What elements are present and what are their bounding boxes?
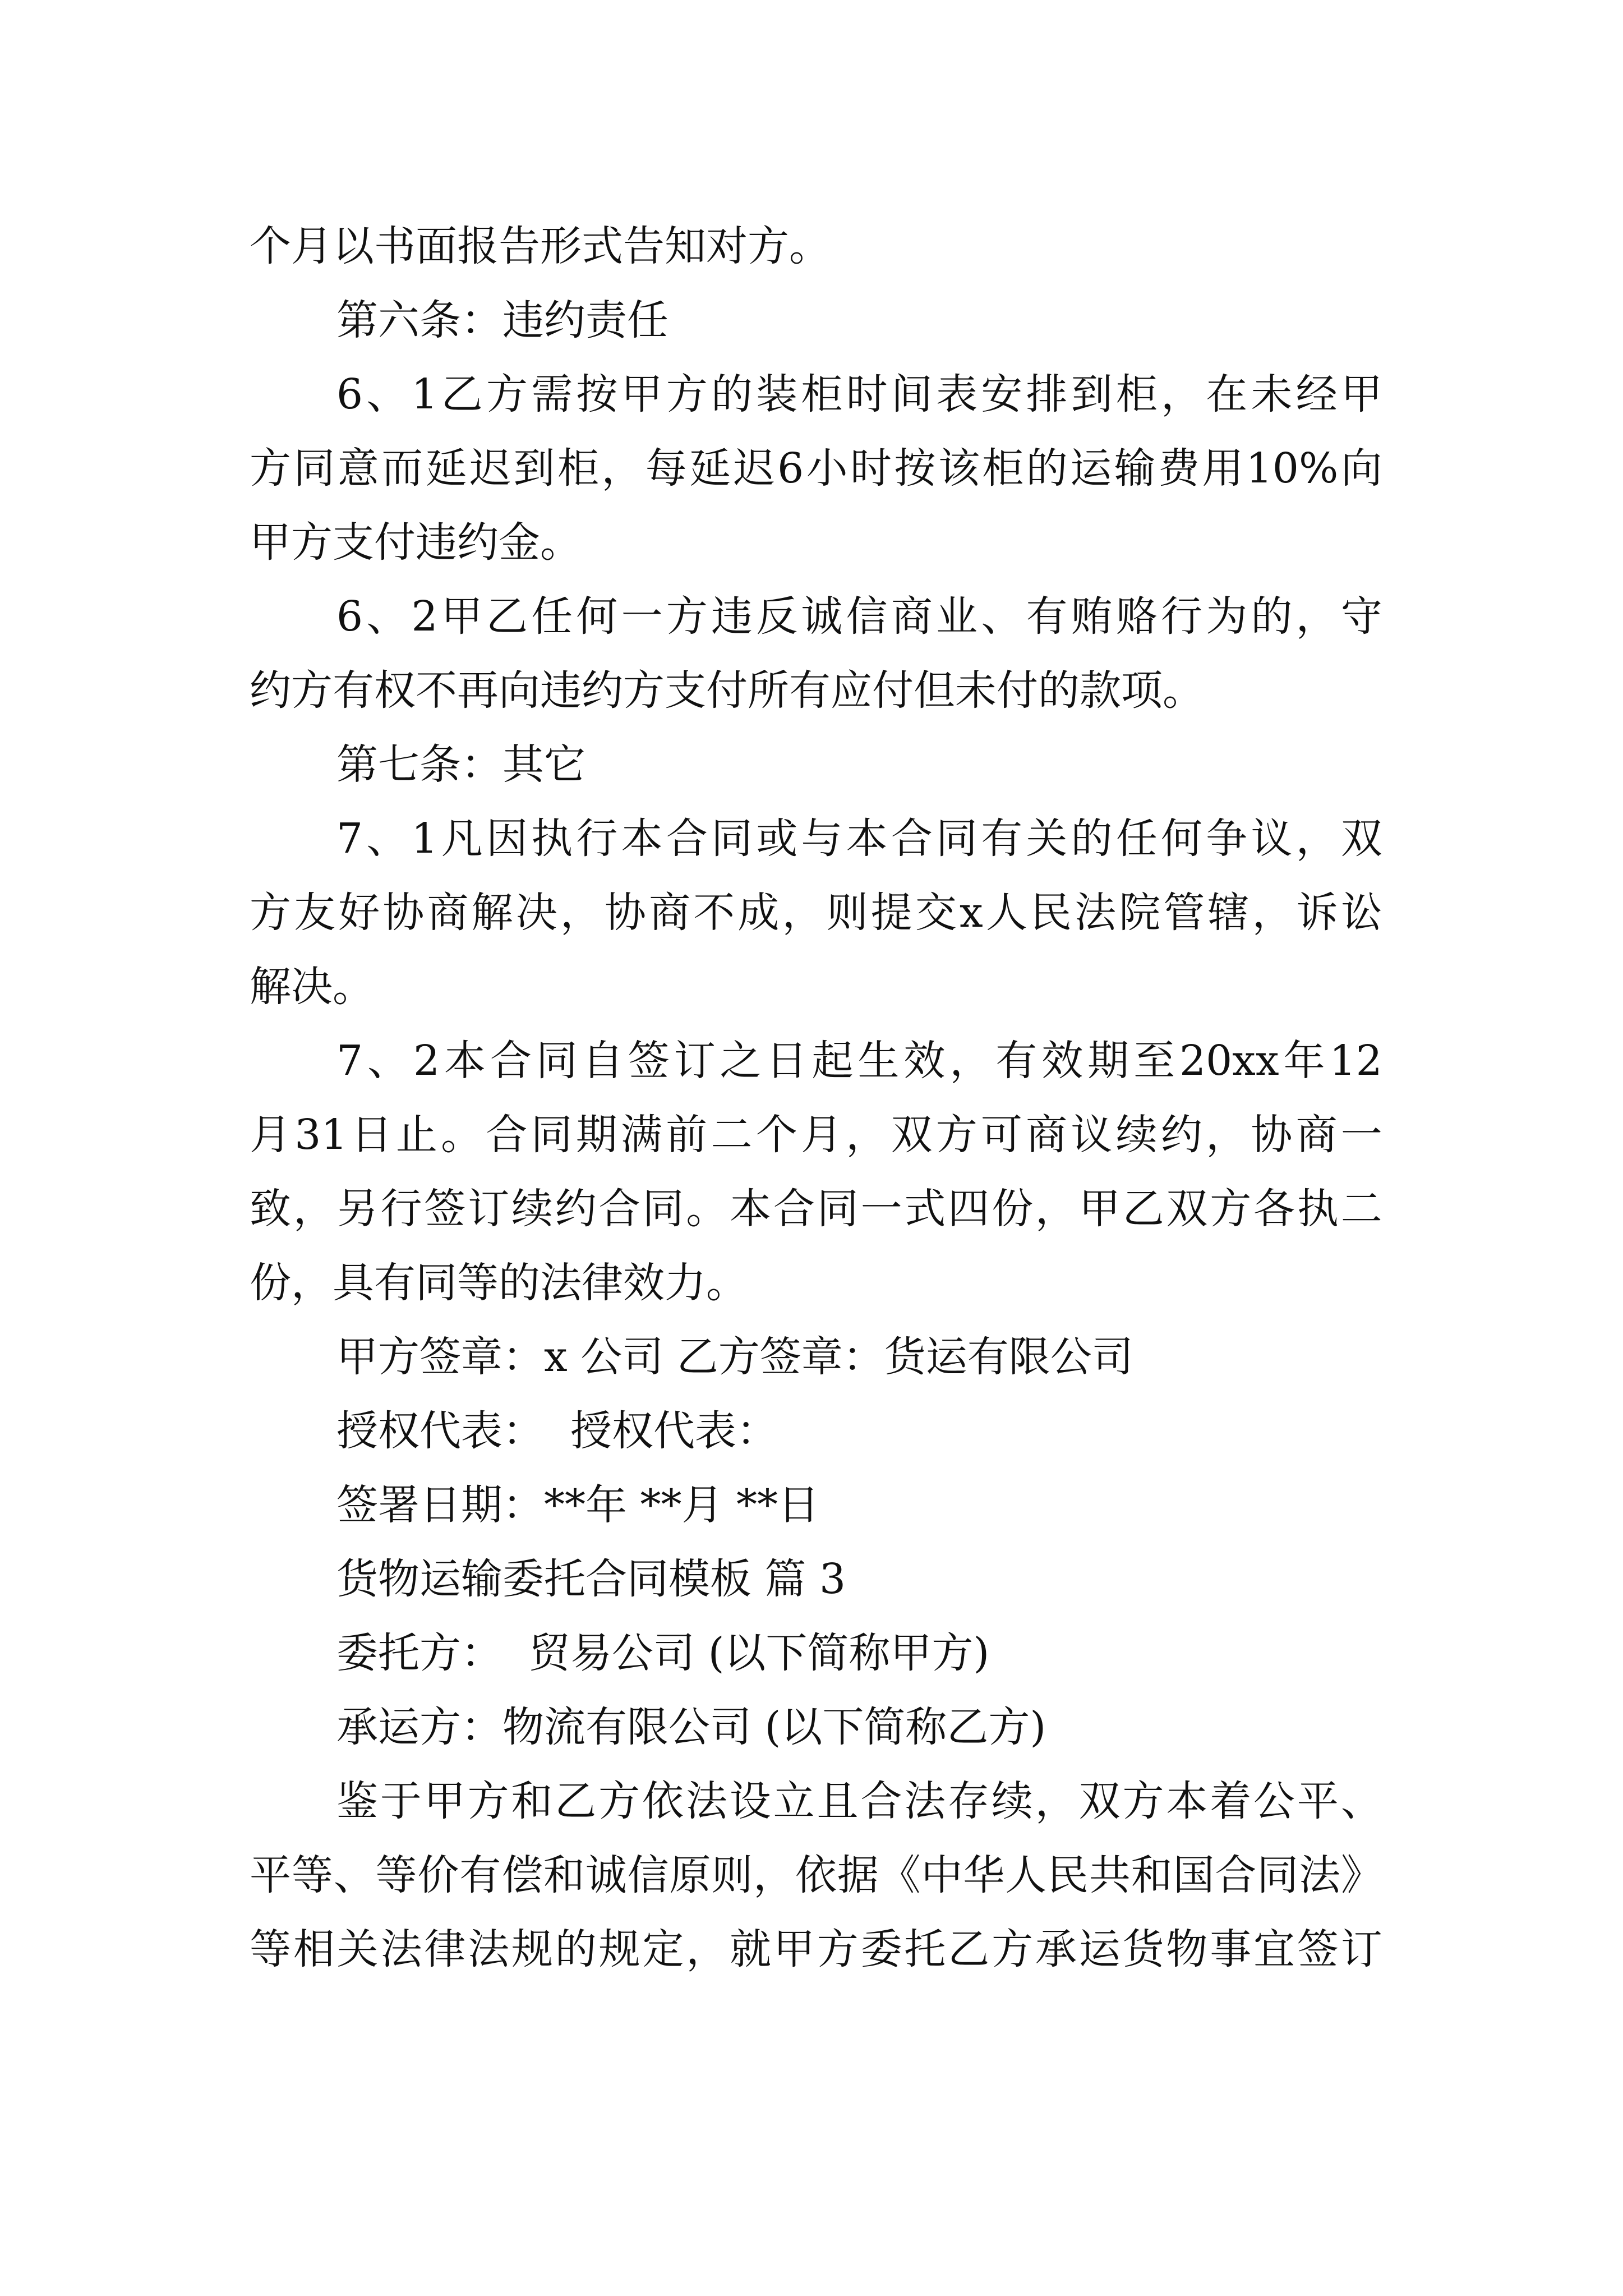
text-line-13: 月 31 日 止 。 合 同 期 满 前 二 个 月 ， 双 方 可 商 议 续 约 ， 协 商 一 (250, 1111, 1382, 1159)
representative-line: 授权代表： 授权代表： (336, 1407, 778, 1455)
text-line-23: 平 等 、 等 价 有 偿 和 诚 信 原 则 ， 依 据 《 中 华 人 民 共 和 国 合 同 法 》 (250, 1851, 1382, 1899)
text-line-15: 份，具有同等的法律效力。 (250, 1259, 748, 1307)
text-line-4: 方 同 意 而 延 迟 到 柜 ， 每 延 迟 6 小 时 按 该 柜 的 运 输 费 用 10% 向 (250, 444, 1382, 493)
text-line-5: 甲方支付违约金。 (250, 518, 582, 567)
client-line: 委托方： 贸易公司 (以下简称甲方) (336, 1629, 990, 1677)
signature-line: 甲方签章：x 公司 乙方签章：货运有限公司 (336, 1333, 1133, 1381)
text-line-22: 鉴 于 甲 方 和 乙 方 依 法 设 立 且 合 法 存 续 ， 双 方 本 着 公 平 、 (336, 1777, 1382, 1825)
text-line-1: 个月以书面报告形式告知对方。 (250, 222, 831, 270)
text-line-10: 方 友 好 协 商 解 决 ， 协 商 不 成 ， 则 提 交 x 人 民 法 院 管 辖 ， 诉 讼 (250, 889, 1382, 937)
text-line-24: 等 相 关 法 律 法 规 的 规 定 ， 就 甲 方 委 托 乙 方 承 运 货 物 事 宜 签 订 (250, 1925, 1382, 1973)
heading-article-6: 第六条：违约责任 (336, 296, 668, 344)
carrier-line: 承运方：物流有限公司 (以下简称乙方) (336, 1703, 1046, 1751)
text-line-3: 6 、 1 乙 方 需 按 甲 方 的 装 柜 时 间 表 安 排 到 柜 ， 在 未 经 甲 (336, 370, 1382, 418)
date-line: 签署日期：**年 **月 **日 (336, 1481, 820, 1529)
section-title: 货物运输委托合同模板 篇 3 (336, 1555, 846, 1603)
text-line-11: 解决。 (250, 963, 374, 1011)
text-line-9: 7 、 1 凡 因 执 行 本 合 同 或 与 本 合 同 有 关 的 任 何 争 议 ， 双 (336, 815, 1382, 863)
text-line-7: 约方有权不再向违约方支付所有应付但未付的款项。 (250, 666, 1204, 715)
text-line-6: 6 、 2 甲 乙 任 何 一 方 违 反 诚 信 商 业 、 有 贿 赂 行 为 的 ， 守 (336, 592, 1382, 641)
text-line-14: 致 ， 另 行 签 订 续 约 合 同 。 本 合 同 一 式 四 份 ， 甲 乙 双 方 各 执 二 (250, 1185, 1382, 1233)
text-line-12: 7 、 2 本 合 同 自 签 订 之 日 起 生 效 ， 有 效 期 至 20xx 年 12 (336, 1037, 1382, 1085)
heading-article-7: 第七条：其它 (336, 740, 585, 789)
